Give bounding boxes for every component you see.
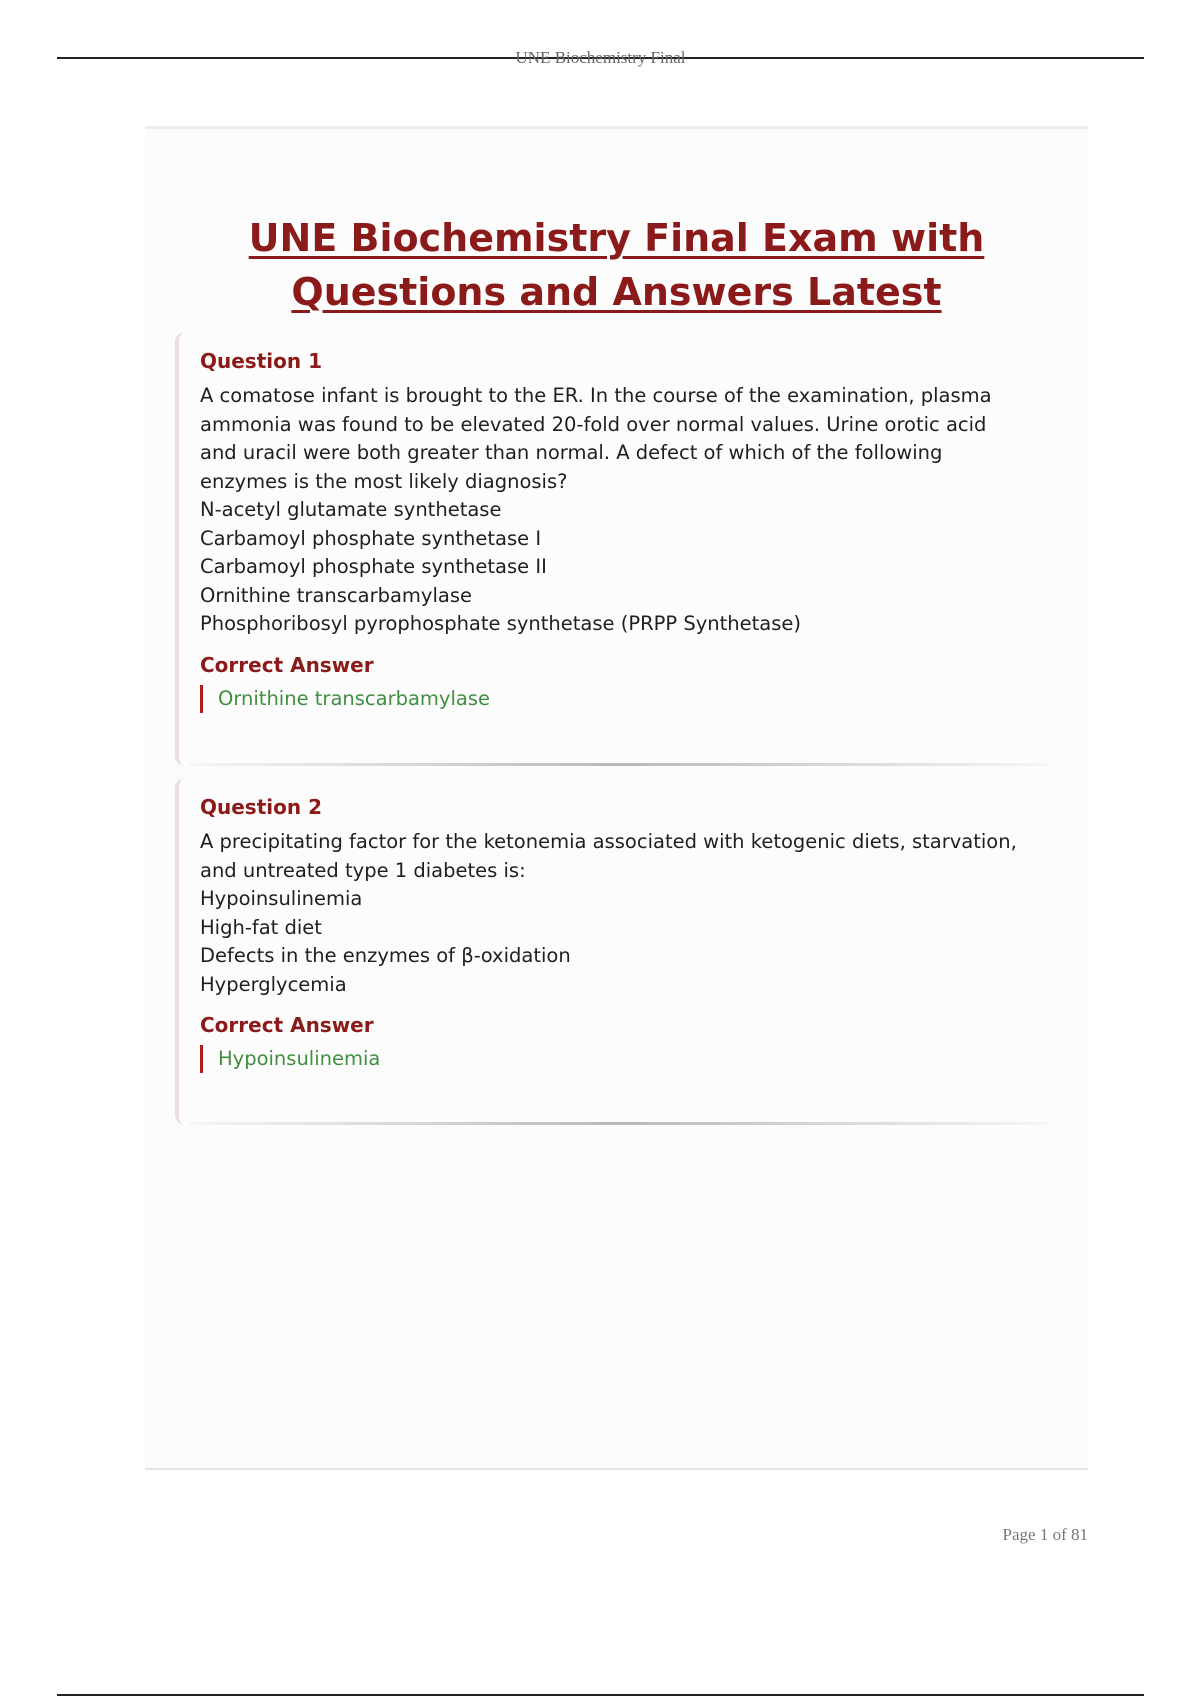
running-title: UNE Biochemistry Final: [515, 48, 686, 67]
question-label: Question 1: [200, 349, 322, 373]
footer-rule: [57, 1694, 1144, 1696]
question-text: A precipitating factor for the ketonemia associated with ketogenic diets, starvation, and untreated type 1 diabetes is:: [200, 830, 1017, 882]
page-number: Page 1 of 81: [1002, 1525, 1088, 1544]
answer-option: High-fat diet: [200, 915, 322, 939]
card-divider: [189, 763, 1048, 766]
document-title-line-1: UNE Biochemistry Final Exam with: [248, 216, 985, 260]
question-label: Question 2: [200, 795, 322, 819]
answer-option: Ornithine transcarbamylase: [200, 583, 472, 607]
correct-answer-value: Ornithine transcarbamylase: [200, 685, 1028, 713]
document-page: [145, 126, 1088, 1470]
answer-option: Defects in the enzymes of β-oxidation: [200, 944, 571, 967]
question-card-1: [175, 332, 1048, 766]
document-title: [145, 211, 1088, 319]
running-header: [57, 46, 1144, 70]
answer-option: Phosphoribosyl pyrophosphate synthetase (PRPP Synthetase): [200, 612, 802, 635]
answer-option: Hyperglycemia: [200, 972, 347, 996]
question-text: A comatose infant is brought to the ER. In the course of the examination, plasma ammonia was found to be elevated 20-fold over normal values. Urine orotic acid and uracil were both greater than normal. A defect of which of the following enzymes is the most likely diagnosis?: [200, 384, 992, 493]
document-title-line-2: Questions and Answers Latest: [291, 270, 942, 314]
correct-answer-value: Hypoinsulinemia: [200, 1045, 1028, 1073]
answer-option: Hypoinsulinemia: [200, 887, 363, 910]
question-card-2: [175, 778, 1048, 1125]
correct-answer-label: Correct Answer: [200, 652, 374, 677]
answer-option: N-acetyl glutamate synthetase: [200, 498, 502, 521]
answer-option: Carbamoyl phosphate synthetase II: [200, 555, 547, 578]
answer-option: Carbamoyl phosphate synthetase I: [200, 526, 542, 550]
correct-answer-label: Correct Answer: [200, 1013, 374, 1037]
card-divider: [189, 1122, 1048, 1125]
